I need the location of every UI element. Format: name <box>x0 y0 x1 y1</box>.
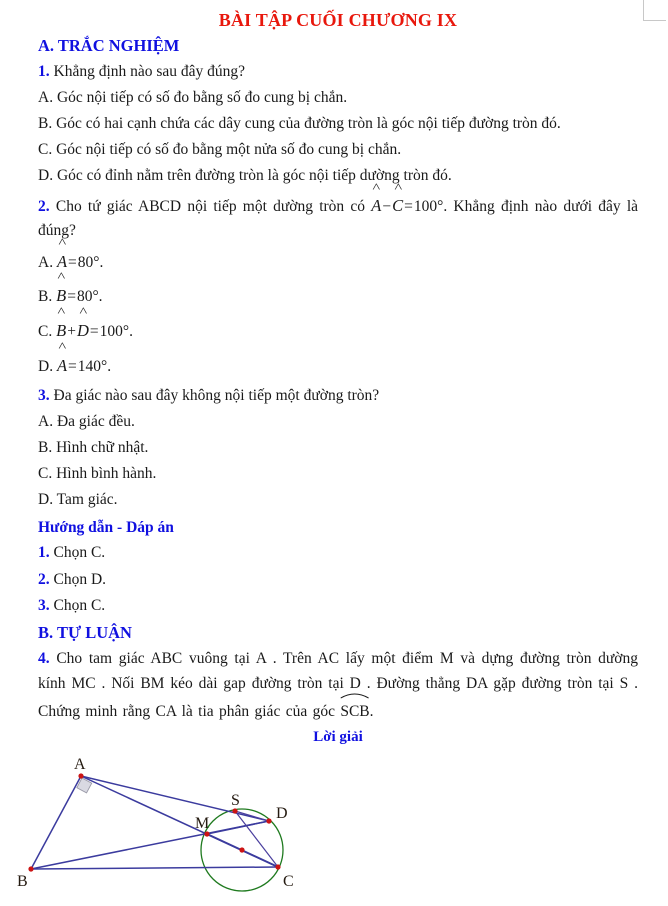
question-1-text: Khẳng định nào sau đây đúng? <box>53 63 246 81</box>
option-c-equals: = <box>89 323 99 341</box>
question-3-option-b: B. Hình chữ nhật. <box>38 439 149 457</box>
question-2-text-part2: . Khẳng định nào dưới đây là đúng? <box>38 197 639 239</box>
math-var-a: ^ A <box>371 191 381 219</box>
option-c-value: 100° <box>99 323 130 341</box>
question-1-number: 1. <box>38 63 50 81</box>
vertex-dot-m <box>204 832 209 837</box>
option-d-equals: = <box>68 358 77 376</box>
question-2-option-a <box>38 244 638 279</box>
answer-1-number: 1. <box>38 544 50 562</box>
question-4-number: 4. <box>38 650 50 668</box>
question-3-number: 3. <box>38 387 50 405</box>
section-heading-essay: B. TỰ LUẬN <box>38 622 132 642</box>
geometry-figure <box>0 746 668 906</box>
math-var-c: ^ C <box>392 191 403 219</box>
vertex-dot-b <box>28 867 33 872</box>
option-d-period: . <box>107 358 112 376</box>
section-heading-multiple-choice: A. TRẮC NGHIỆM <box>38 35 180 55</box>
option-b-equals: = <box>67 288 76 306</box>
page-title: BÀI TẬP CUỐI CHƯƠNG IX <box>218 10 458 30</box>
question-3-option-a: A. Đa giác đều. <box>38 413 135 431</box>
question-4-text: Cho tam giác ABC vuông tại A . Trên AC lấy một điểm M và dựng đường tròn dường kính MC . Nối BM kéo dài gap đường tròn tại D . Đường thẳng DA gặp đường tròn tại S . Chứng minh rằng CA là tia phân giác của góc <box>38 650 639 721</box>
point-label-c: C <box>283 873 294 891</box>
answer-2-number: 2. <box>38 570 50 588</box>
option-d-value: 140° <box>77 358 108 376</box>
point-label-d: D <box>276 805 288 823</box>
option-d-var: ^ A <box>57 350 67 381</box>
point-label-a: A <box>74 756 86 774</box>
answer-item-1 <box>38 540 638 566</box>
question-3-option-c: C. Hình bình hành. <box>38 465 157 483</box>
question-4-prompt <box>38 646 638 724</box>
option-b-label: B. <box>38 288 53 306</box>
option-d-label: D. <box>38 358 54 376</box>
vertex-dot-center-o <box>239 848 244 853</box>
geometry-diagram-svg <box>0 746 668 906</box>
segment-sc <box>235 811 278 867</box>
segment-group <box>31 776 278 869</box>
answer-item-3 <box>38 593 638 619</box>
segment-group-thin <box>235 811 278 867</box>
question-2-option-c <box>38 313 638 348</box>
vertex-dot-s <box>232 809 237 814</box>
option-c-var-b: ^ B <box>56 315 66 346</box>
segment-ad <box>81 776 269 821</box>
segment-ab <box>31 776 81 869</box>
option-a-period: . <box>99 253 104 271</box>
question-3-option-d: D. Tam giác. <box>38 491 118 509</box>
option-b-period: . <box>98 288 103 306</box>
option-c-var-d: ^ D <box>77 315 89 346</box>
angle-scb-label: SCB <box>340 703 370 721</box>
option-a-value: 80° <box>77 253 100 271</box>
question-1-option-d: D. Góc có đỉnh nằm trên đường tròn là góc nội tiếp dường tròn đó. <box>38 167 452 185</box>
question-3-prompt <box>38 383 638 409</box>
question-1-prompt <box>38 59 638 85</box>
option-b-var: ^ B <box>56 280 66 311</box>
option-a-var: ^ A <box>57 246 67 277</box>
vertex-dot-a <box>78 774 83 779</box>
answer-2-text: Chọn D. <box>53 570 107 588</box>
answer-3-text: Chọn C. <box>53 596 106 614</box>
segment-md <box>207 821 269 834</box>
answer-1-text: Chọn C. <box>53 544 106 562</box>
option-b-value: 80° <box>76 288 99 306</box>
question-1-option-c: C. Góc nội tiếp có số đo bằng một nửa số đo cung bị chắn. <box>38 141 402 159</box>
answer-3-number: 3. <box>38 596 50 614</box>
option-c-period: . <box>129 323 133 341</box>
question-2-text-part1: Cho tứ giác ABCD nội tiếp một dường tròn có <box>55 197 366 215</box>
question-1-option-b: B. Góc có hai cạnh chứa các dây cung của đường tròn là góc nội tiếp đường tròn đó. <box>38 115 561 133</box>
solution-heading: Lời giải <box>313 729 363 746</box>
question-2-prompt <box>38 190 638 244</box>
option-c-label: C. <box>38 323 53 341</box>
page-corner-mark <box>643 0 666 21</box>
point-label-b: B <box>17 873 28 891</box>
answer-item-2 <box>38 567 638 593</box>
vertex-dot-group <box>28 774 280 872</box>
option-c-plus: + <box>67 323 76 341</box>
math-equals: = <box>404 197 413 215</box>
vertex-dot-d <box>266 819 271 824</box>
vertex-dot-c <box>275 865 280 870</box>
option-a-label: A. <box>38 253 54 271</box>
question-2-number: 2. <box>38 197 50 215</box>
question-3-text: Đa giác nào sau đây không nội tiếp một đường tròn? <box>53 387 380 405</box>
point-label-m: M <box>195 815 210 833</box>
option-a-equals: = <box>68 253 77 271</box>
question-2-inline-math <box>371 196 443 215</box>
answers-heading: Hướng dẫn - Dáp án <box>38 519 174 537</box>
math-operator-minus: − <box>382 197 392 215</box>
question-4-text-tail: . <box>369 703 374 721</box>
question-1-option-a: A. Góc nội tiếp có số đo bằng số đo cung bị chắn. <box>38 89 348 107</box>
angle-scb-notation <box>340 696 369 724</box>
angle-arc-icon <box>340 691 369 699</box>
question-2-option-d <box>38 348 638 383</box>
point-label-s: S <box>231 792 240 810</box>
segment-bc <box>31 867 278 869</box>
question-2-option-b <box>38 278 638 313</box>
math-value-100: 100° <box>413 197 444 215</box>
